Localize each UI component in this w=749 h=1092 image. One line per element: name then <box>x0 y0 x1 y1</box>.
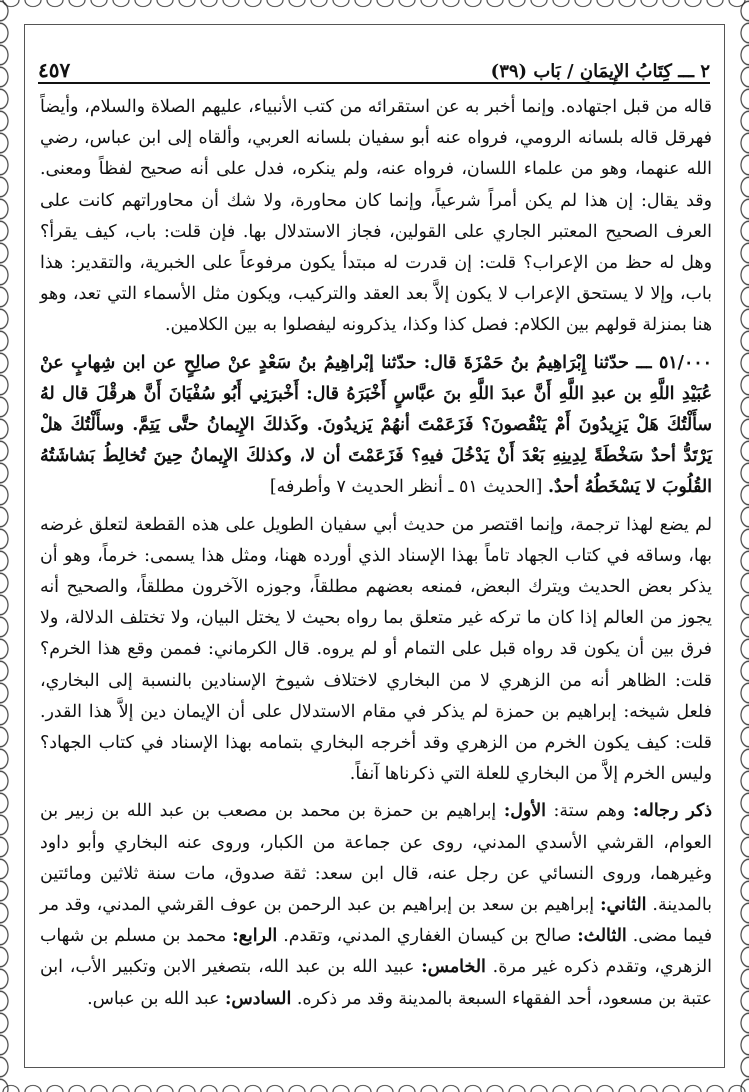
narrators-paragraph <box>40 796 712 1014</box>
commentary-paragraph-1: قاله من قبل اجتهاده. وإنما أخبر به عن استقرائه من كتب الأنبياء، عليهم الصلاة والسلام، وأيضاً فهرقل قاله بلسانه الرومي، فرواه عنه أبو سفيان بلسانه العربي، وألقاه إلى ابن عباس، رضي الله عنهما، وهو من علماء اللسان، فرواه عنه، ولم ينكره، فدل على أنه صحيح لفظاً ومعنى. وقد يقال: إن هذا لم يكن أمراً شرعياً، وإنما كان محاورة، ولا شك أن محاوراتهم كانت على العرف الصحيح المعتبر الجاري على القولين، فجاز الاستدلال بها. فإن قلت: باب، كيف يقرأ؟ وهل له حظ من الإعراب؟ قلت: إن قدرت له مبتدأ يكون مرفوعاً على الخبرية، والتقدير: هذا باب، وإلا لا يستحق الإعراب لا يكون إلاَّ بعد العقد والتركيب، ويكون مثل الأسماء التي تعد، وهو هنا بمنزلة قولهم بين الكلام: فصل كذا وكذا، يذكرونه ليفصلوا به بين الكلامين. <box>40 97 712 336</box>
right-border-ornament <box>727 0 749 1092</box>
hadith-text: إِبْرَاهِيمُ بنُ حَمْزَةَ قال: حدّثنا إبْراهِيمُ بنُ سَعْدٍ عنْ صالِحٍ عن ابن شِهابٍ عنْ عُبَيْدِ اللَّهِ بن عبدِ اللَّهِ أَنَّ عبدَ اللَّهِ بنَ عبَّاسٍ أَخْبَرَهُ قال: أَخْبرَنِي أَبُو سُفْيَانَ أَنَّ هرقْلَ قال لهُ سأَلْتُكَ هَلْ يَزِيدُونَ أَمْ يَنْقُصونَ؟ فَزَعَمْتَ أنهُمْ يَزيدُونَ. وكَذلكَ الإِيمانُ حتَّى يَتِمَّ. وسأَلْتُكَ هلْ يَرْتَدُّ أحدٌ سَخْطَةً لِدِينِهِ بَعْدَ أَنْ يَدْخُلَ فيهِ؟ فَزَعَمْتَ أن لا، وكذلكَ الإِيمانُ حِينَ تُخالِطُ بَشاشَتُهُ القُلُوبَ لا يَسْخَطُهُ أحدٌ. <box>40 352 712 498</box>
narrator-text-1: إبراهيم بن حمزة بن محمد بن مصعب بن عبد الله بن زبير بن العوام، القرشي الأسدي المدني، روى عن جماعة من الكبار، وروى عنه البخاري وأبو داود وغيرهما، وروى النسائي عن رجل عنه، قال ابن سعد: ثقة صدوق، مات سنة ثلاثين ومائتين بالمدينة. <box>40 801 712 916</box>
page-number: ٤٥٧ <box>38 58 71 82</box>
left-border-ornament <box>0 0 22 1092</box>
page-header <box>38 52 710 84</box>
narrator-label-4: الرابع: <box>232 926 278 947</box>
narrator-label-6: السادس: <box>224 988 292 1009</box>
narrator-text-2: إبراهيم بن سعد بن إبراهيم بن عبد الرحمن بن عوف القرشي المدني، وقد مر فيما مضى. <box>40 895 713 947</box>
hadith-paragraph <box>40 348 712 504</box>
top-border-ornament <box>0 0 749 22</box>
running-title: ٢ ـــ كِتَابُ الإِيمَانِ / بَاب (٣٩) <box>490 61 710 82</box>
commentary-paragraph-2: لم يضع لهذا ترجمة، وإنما اقتصر من حديث أبي سفيان الطويل على هذه القطعة لتعلق غرضه بها، وساقه في كتاب الجهاد تاماً بهذا الإسناد الذي أورده ههنا، ومثل هذا يسمى: خرماً، وهو أن يذكر بعض الحديث ويترك البعض، فمنعه بعضهم مطلقاً، وجوزه الآخرون مطلقاً، والصحيح أنه يجوز من العالم إذا كان ما تركه غير متعلق بما رواه بحيث لا يختل البيان، ولا تختلف الدلالة، ولا فرق بين أن يكون قد رواه قبل على التمام أو لم يروه. قال الكرماني: فممن وقع هذا الخرم؟ قلت: الظاهر أنه من الزهري لا من البخاري لاختلاف شيوخ الإسنادين بالنسبة إلى البخاري، فلعل شيخه: إبراهيم بن حمزة لم يذكر في مقام الاستدلال على أن الإيمان دين إلاَّ هذا القدر. قلت: كيف يكون الخرم من الزهري وقد أخرجه البخاري بتمامه بهذا الإسناد في كتاب الجهاد؟ وليس الخرم إلاَّ من البخاري للعلة التي ذكرناها آنفاً. <box>40 514 712 785</box>
narrator-text-6: عبد الله بن عباس. <box>87 988 225 1009</box>
narrators-intro: وهم ستة: <box>546 801 633 822</box>
bottom-border-ornament <box>0 1070 749 1092</box>
narrator-text-4: محمد بن مسلم بن شهاب الزهري، وتقدم ذكره غير مرة. <box>40 926 712 978</box>
narrator-label-2: الثاني: <box>600 895 647 916</box>
narrator-label-3: الثالث: <box>577 926 627 947</box>
narrator-text-3: صالح بن كيسان الغفاري المدني، وتقدم. <box>277 926 578 947</box>
page-body <box>40 92 712 1015</box>
narrator-label-5: الخامس: <box>421 957 486 978</box>
hadith-reference: [الحديث ٥١ ـ أنظر الحديث ٧ وأطرفه] <box>269 477 548 498</box>
narrator-label-1: الأول: <box>503 801 547 822</box>
hadith-number: ٥١/٠٠٠ ـــ حدّثنا <box>593 352 712 373</box>
narrator-text-5: عبيد الله بن عبد الله، بتصغير الابن وتكبير الأب، ابن عتبة بن مسعود، أحد الفقهاء السبعة بالمدينة وقد مر ذكره. <box>40 957 712 1009</box>
narrators-heading: ذكر رجاله: <box>632 801 712 822</box>
